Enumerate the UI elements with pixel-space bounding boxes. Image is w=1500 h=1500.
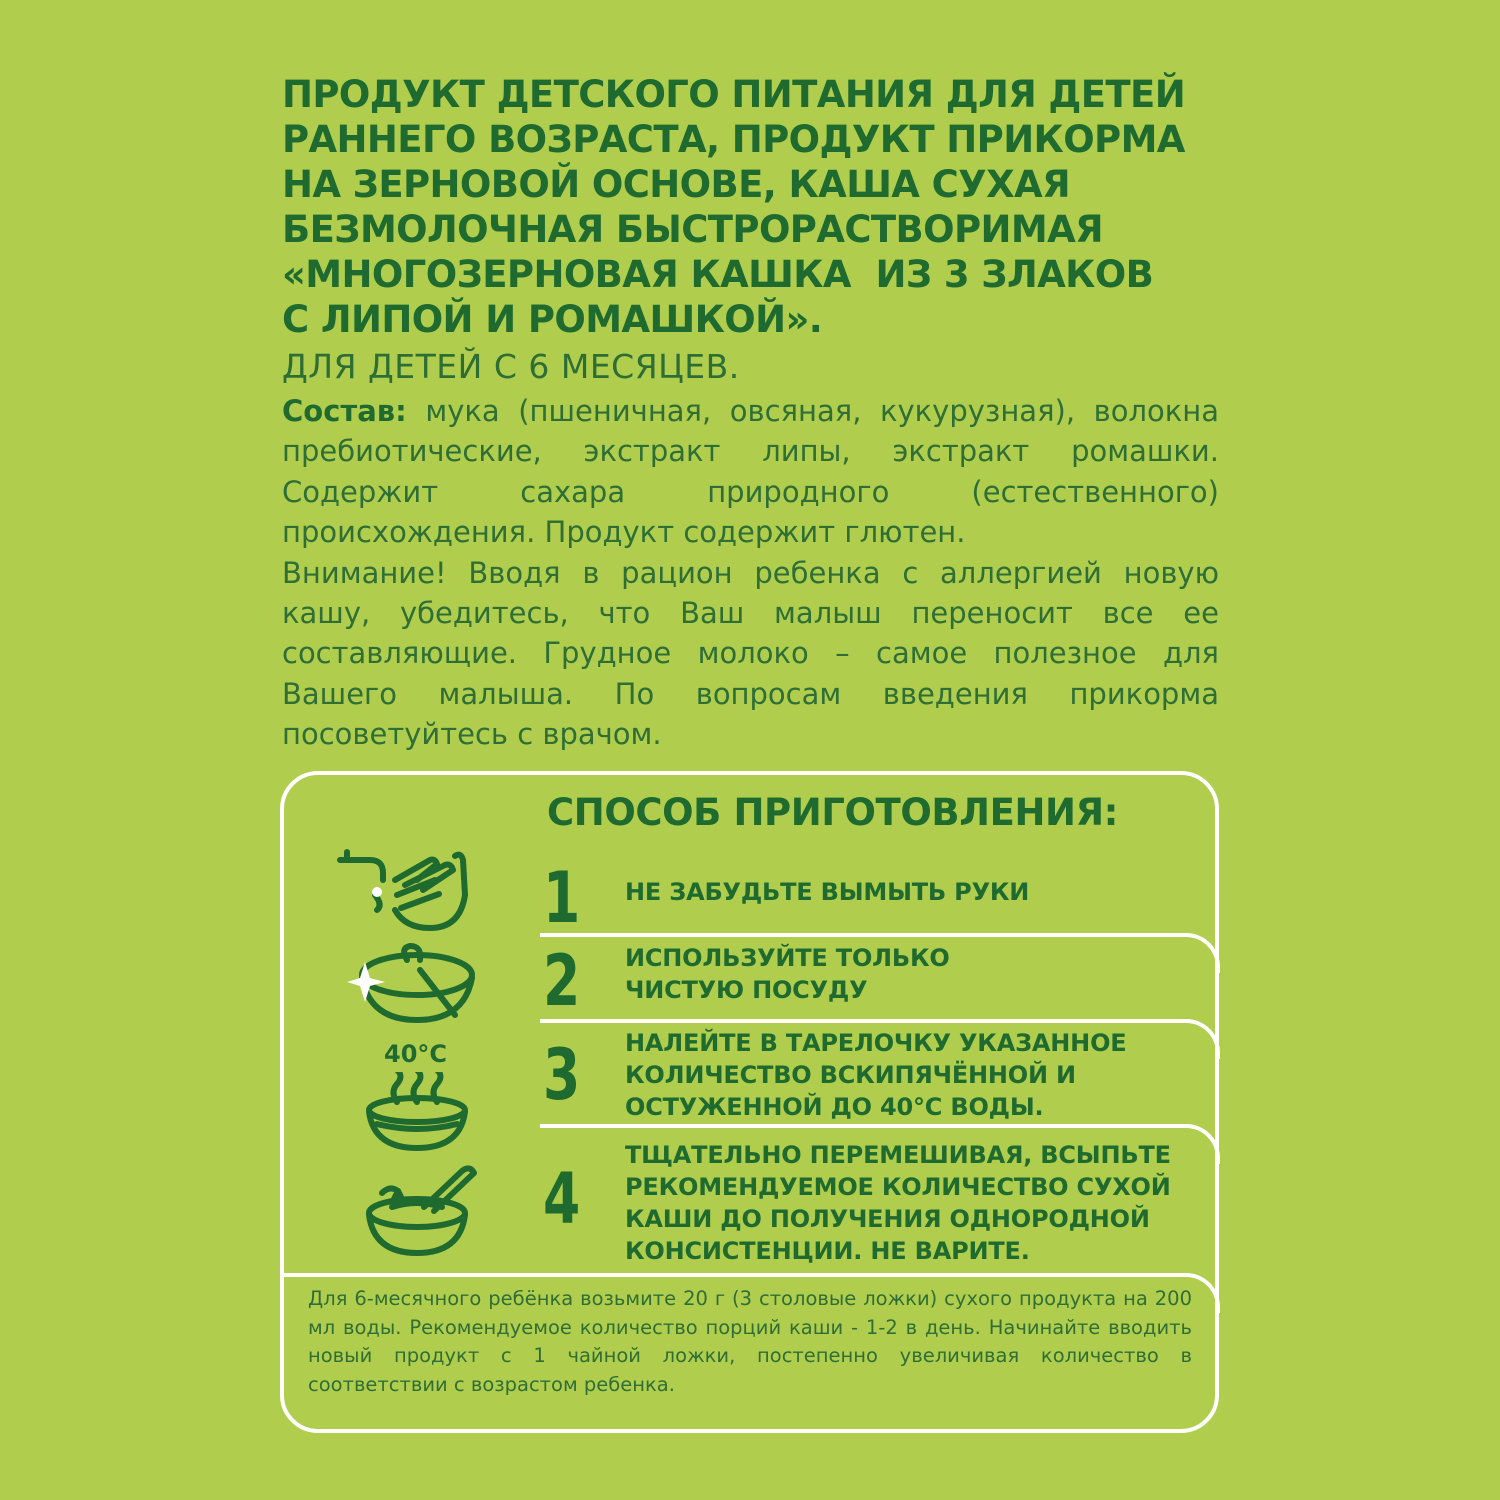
step-line: РЕКОМЕНДУЕМОЕ КОЛИЧЕСТВО СУХОЙ: [625, 1173, 1171, 1201]
step-text: [625, 1139, 1190, 1267]
composition-text: мука (пшеничная, овсяная, кукурузная), волокна пребиотические, экстракт липы, экстракт ромашки. Содержит сахара природного (естественного) происхождения. Продукт содержит глютен.: [282, 394, 1219, 550]
mixing-bowl-icon: [362, 1163, 482, 1258]
title-line: БЕЗМОЛОЧНАЯ БЫСТРОРАСТВОРИМАЯ: [282, 208, 1104, 251]
step-line: КОНСИСТЕНЦИИ. НЕ ВАРИТЕ.: [625, 1237, 1030, 1265]
step-number: 2: [543, 940, 581, 1022]
step-line: ОСТУЖЕННОЙ ДО 40°С ВОДЫ.: [625, 1093, 1044, 1121]
title-line: «МНОГОЗЕРНОВАЯ КАШКА ИЗ 3 ЗЛАКОВ: [282, 253, 1154, 296]
product-title: [282, 72, 1242, 342]
dosage-footnote: Для 6-месячного ребёнка возьмите 20 г (3 столовые ложки) сухого продукта на 200 мл воды. Рекомендуемое количество порций каши - 1-2 в день. Начинайте вводить новый продукт с 1 чайной ложки, постепенно увеличивая количество в соответствии с возрастом ребенка.: [308, 1287, 1192, 1396]
step-line: КАШИ ДО ПОЛУЧЕНИЯ ОДНОРОДНОЙ: [625, 1205, 1150, 1233]
step-line: ЧИСТУЮ ПОСУДУ: [625, 976, 868, 1004]
step-text: [625, 1027, 1190, 1123]
step-line: КОЛИЧЕСТВО ВСКИПЯЧЁННОЙ И: [625, 1061, 1076, 1089]
step-number: 3: [543, 1034, 581, 1116]
step-line: ТЩАТЕЛЬНО ПЕРЕМЕШИВАЯ, ВСЫПЬТЕ: [625, 1141, 1171, 1169]
title-line: С ЛИПОЙ И РОМАШКОЙ».: [282, 298, 823, 341]
title-line: РАННЕГО ВОЗРАСТА, ПРОДУКТ ПРИКОРМА: [282, 118, 1185, 161]
clean-bowl-icon: [345, 940, 480, 1025]
preparation-title: СПОСОБ ПРИГОТОВЛЕНИЯ:: [547, 791, 1119, 834]
temperature-label: 40°C: [384, 1040, 448, 1068]
step-number: 4: [543, 1158, 581, 1240]
composition-block: [282, 391, 1219, 755]
hand-washing-icon: [335, 840, 475, 935]
composition-label: Состав:: [282, 394, 407, 428]
warning-paragraph: Внимание! Вводя в рацион ребенка с аллергией новую кашу, убедитесь, что Ваш малыш переносит все ее составляющие. Грудное молоко – самое полезное для Вашего малыша. По вопросам введения прикорма посоветуйтесь с врачом.: [282, 555, 1219, 752]
step-line: НАЛЕЙТЕ В ТАРЕЛОЧКУ УКАЗАННОЕ: [625, 1029, 1127, 1057]
warm-water-bowl-icon: [362, 1072, 472, 1152]
composition-paragraph: [282, 391, 1219, 553]
age-note: ДЛЯ ДЕТЕЙ С 6 МЕСЯЦЕВ.: [282, 347, 740, 386]
step-text: [625, 942, 1190, 1006]
step-line: ИСПОЛЬЗУЙТЕ ТОЛЬКО: [625, 944, 950, 972]
step-number: 1: [543, 857, 581, 939]
title-line: НА ЗЕРНОВОЙ ОСНОВЕ, КАША СУХАЯ: [282, 163, 1070, 206]
title-line: ПРОДУКТ ДЕТСКОГО ПИТАНИЯ ДЛЯ ДЕТЕЙ: [282, 73, 1186, 116]
step-text: [625, 876, 1190, 908]
step-line: НЕ ЗАБУДЬТЕ ВЫМЫТЬ РУКИ: [625, 878, 1030, 906]
